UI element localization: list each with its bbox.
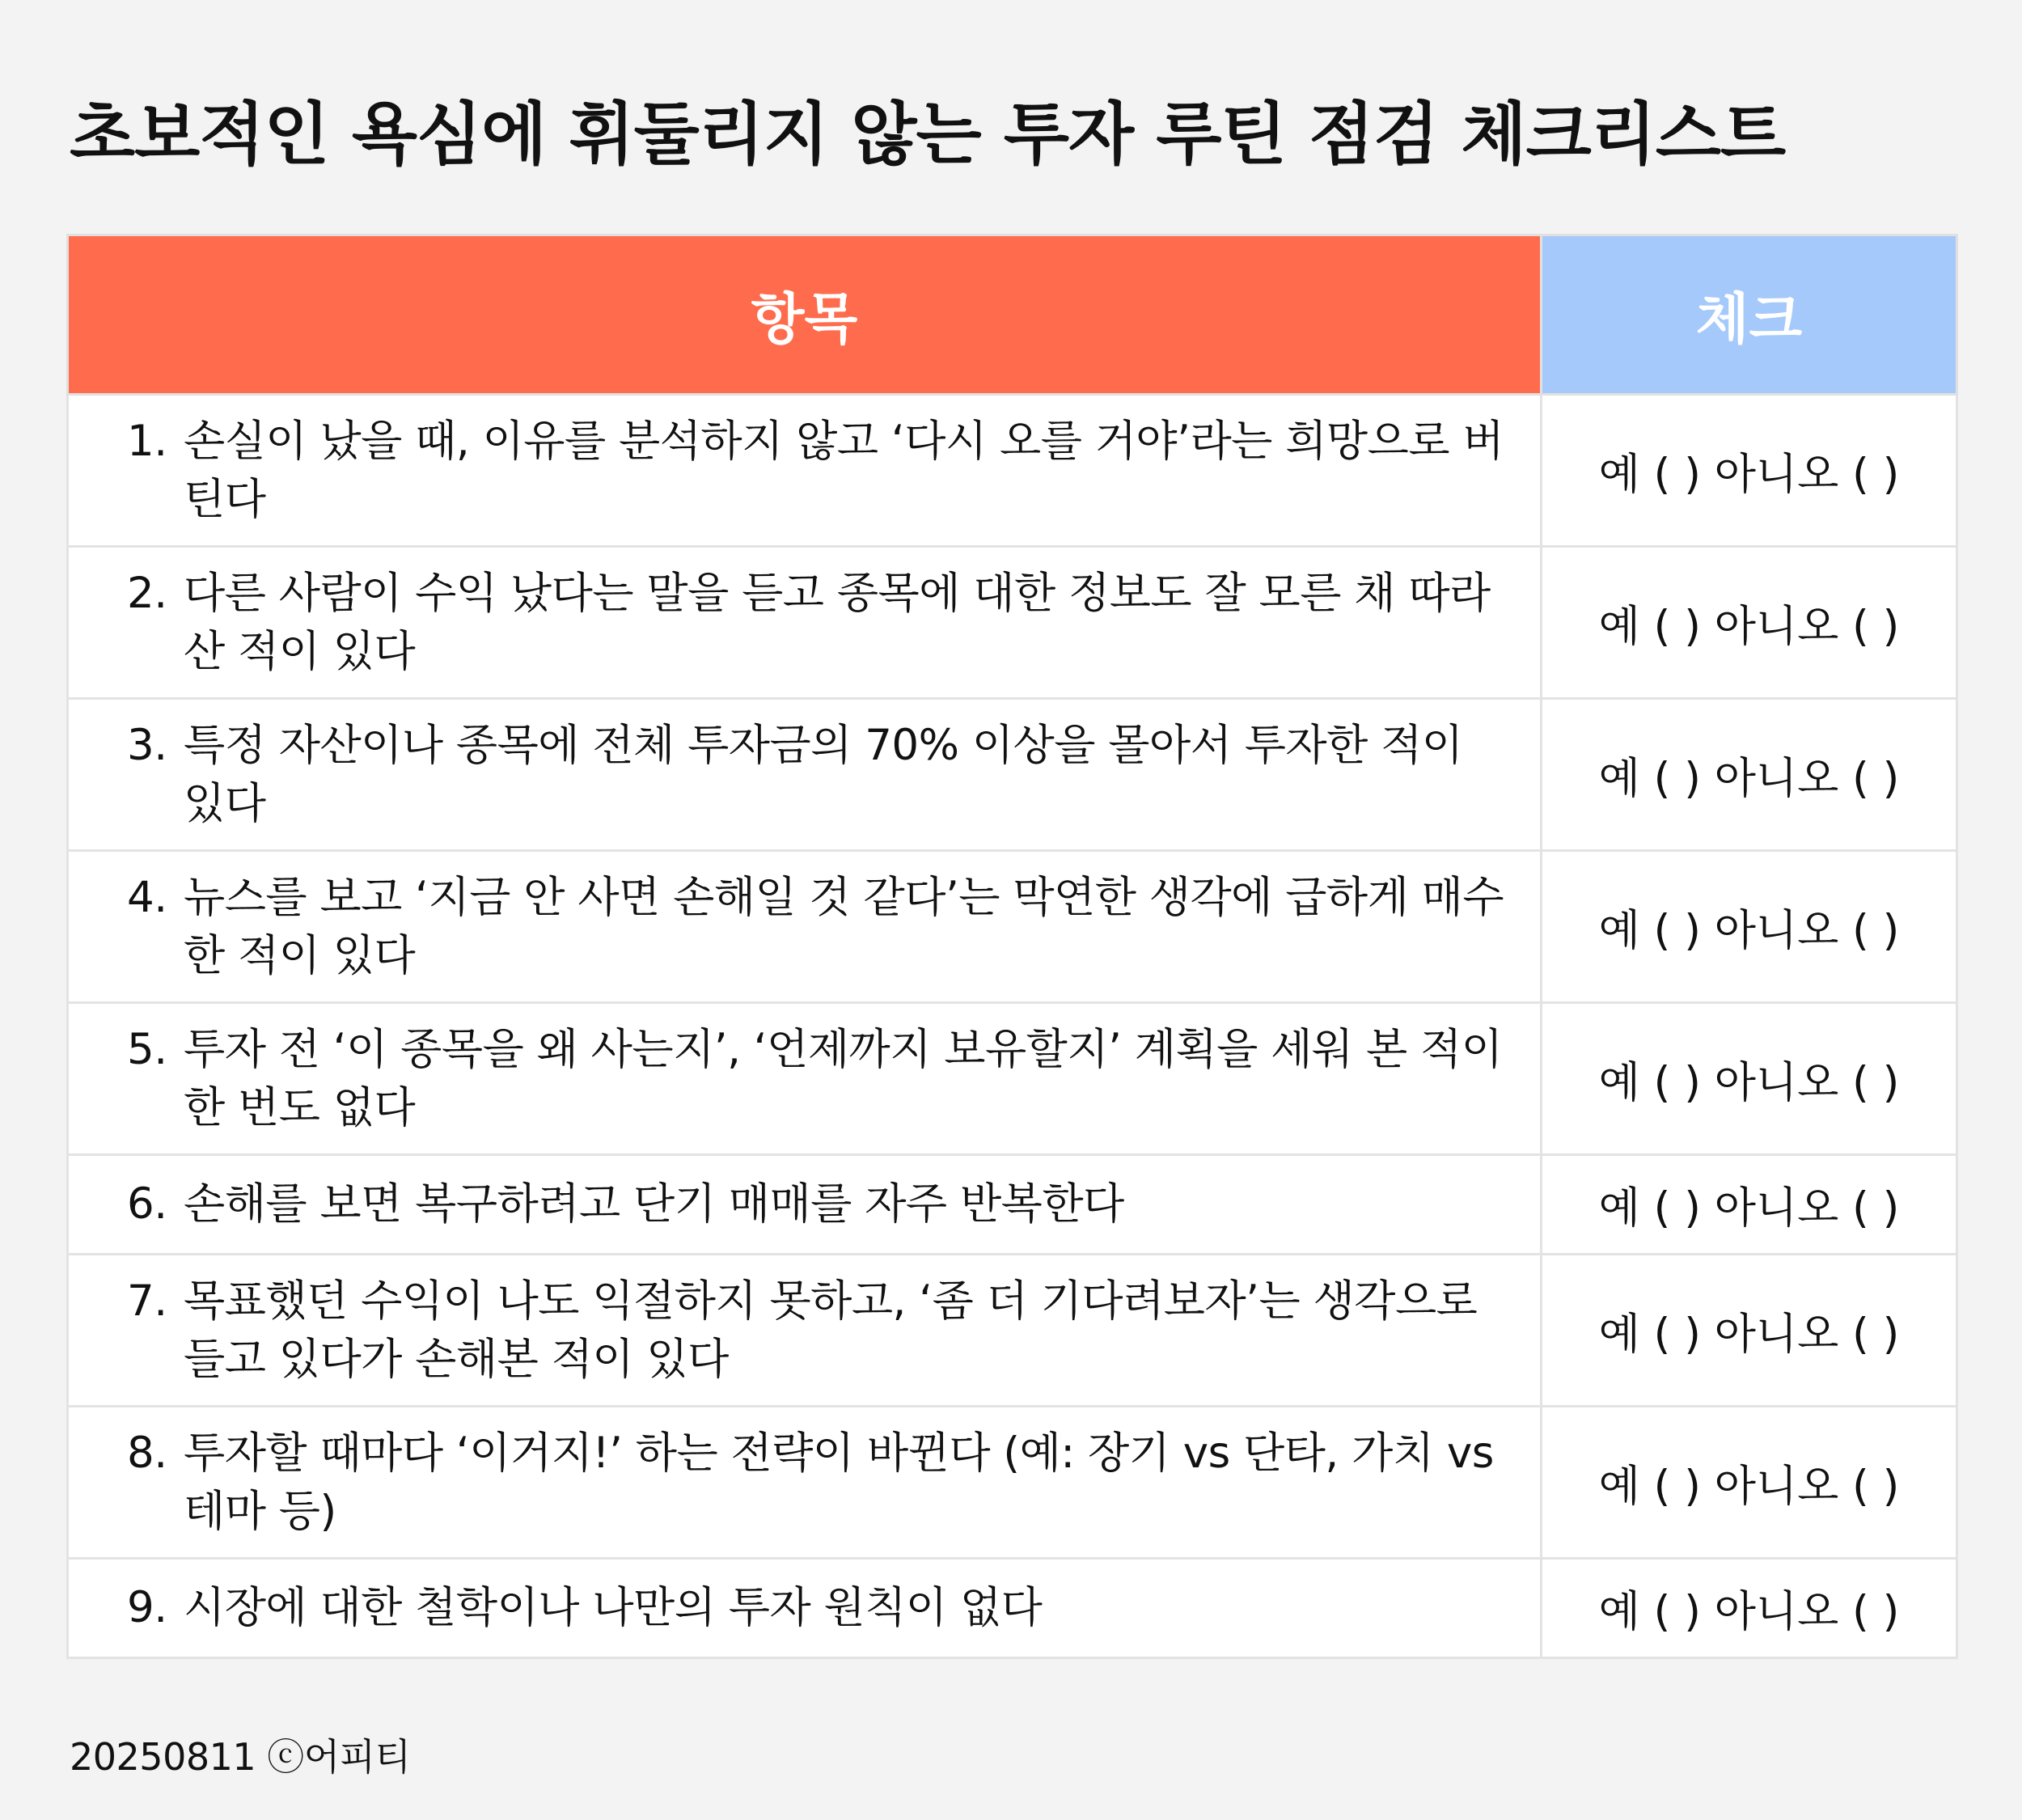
check-cell[interactable]: 예 ( ) 아니오 ( )	[1542, 1255, 1957, 1407]
item-cell	[68, 1407, 1542, 1559]
item-text: 목표했던 수익이 나도 익절하지 못하고, ‘좀 더 기다려보자’는 생각으로 들고 있다가 손해본 적이 있다	[184, 1276, 1478, 1384]
table-row	[68, 1407, 1957, 1559]
item-cell	[68, 1559, 1542, 1658]
item-text: 다른 사람이 수익 났다는 말을 듣고 종목에 대한 정보도 잘 모른 채 따라 산 적이 있다	[184, 568, 1491, 676]
check-cell[interactable]: 예 ( ) 아니오 ( )	[1542, 1559, 1957, 1658]
item-text: 투자할 때마다 ‘이거지!’ 하는 전략이 바뀐다 (예: 장기 vs 단타, 가치 vs 테마 등)	[184, 1428, 1494, 1536]
table-row	[68, 699, 1957, 851]
item-number: 7.	[127, 1276, 167, 1326]
table-row	[68, 1559, 1957, 1658]
header-check: 체크	[1542, 235, 1957, 395]
table-header-row	[68, 235, 1957, 395]
table-row	[68, 1003, 1957, 1155]
table-row	[68, 547, 1957, 699]
item-text: 시장에 대한 철학이나 나만의 투자 원칙이 없다	[184, 1583, 1043, 1632]
item-number: 8.	[127, 1428, 167, 1478]
item-cell	[68, 547, 1542, 699]
item-cell	[68, 1003, 1542, 1155]
item-number: 5.	[127, 1024, 167, 1074]
item-cell	[68, 1155, 1542, 1255]
item-cell	[68, 395, 1542, 547]
check-cell[interactable]: 예 ( ) 아니오 ( )	[1542, 547, 1957, 699]
check-cell[interactable]: 예 ( ) 아니오 ( )	[1542, 1407, 1957, 1559]
item-number: 2.	[127, 568, 167, 618]
item-cell	[68, 851, 1542, 1003]
item-text: 손실이 났을 때, 이유를 분석하지 않고 ‘다시 오를 거야’라는 희망으로 버틴다	[184, 416, 1504, 524]
item-number: 3.	[127, 720, 167, 770]
page-title: 초보적인 욕심에 휘둘리지 않는 투자 루틴 점검 체크리스트	[70, 95, 1786, 174]
check-cell[interactable]: 예 ( ) 아니오 ( )	[1542, 395, 1957, 547]
checklist-table	[66, 234, 1958, 1659]
table-row	[68, 395, 1957, 547]
item-text: 뉴스를 보고 ‘지금 안 사면 손해일 것 같다’는 막연한 생각에 급하게 매수한 적이 있다	[184, 872, 1504, 980]
item-cell	[68, 699, 1542, 851]
check-cell[interactable]: 예 ( ) 아니오 ( )	[1542, 851, 1957, 1003]
table-row	[68, 1255, 1957, 1407]
item-number: 4.	[127, 872, 167, 922]
item-cell	[68, 1255, 1542, 1407]
header-item: 항목	[68, 235, 1542, 395]
item-number: 9.	[127, 1583, 167, 1632]
item-text: 투자 전 ‘이 종목을 왜 사는지’, ‘언제까지 보유할지’ 계획을 세워 본 적이 한 번도 없다	[184, 1024, 1503, 1132]
check-cell[interactable]: 예 ( ) 아니오 ( )	[1542, 699, 1957, 851]
item-number: 6.	[127, 1179, 167, 1229]
check-cell[interactable]: 예 ( ) 아니오 ( )	[1542, 1003, 1957, 1155]
table-row	[68, 851, 1957, 1003]
item-number: 1.	[127, 416, 167, 466]
table-row	[68, 1155, 1957, 1255]
item-text: 특정 자산이나 종목에 전체 투자금의 70% 이상을 몰아서 투자한 적이 있다	[184, 720, 1463, 828]
check-cell[interactable]: 예 ( ) 아니오 ( )	[1542, 1155, 1957, 1255]
footer-credit: 20250811 ⓒ어피티	[70, 1735, 411, 1779]
item-text: 손해를 보면 복구하려고 단기 매매를 자주 반복한다	[184, 1179, 1124, 1229]
